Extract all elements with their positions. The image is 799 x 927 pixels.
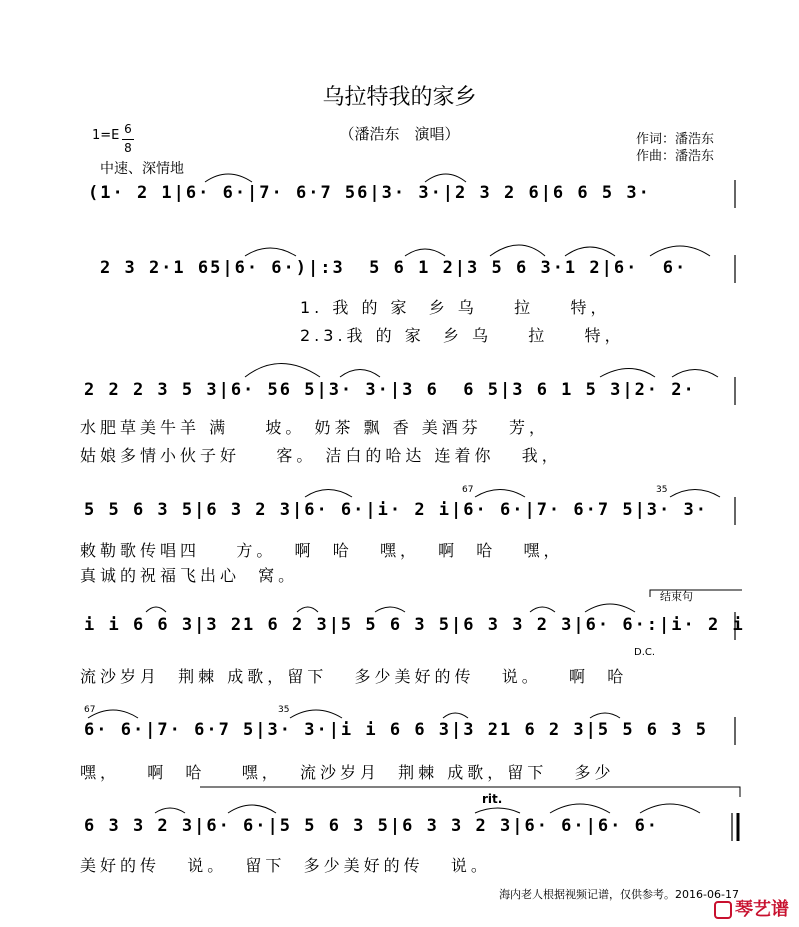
slur-11: [672, 370, 718, 378]
notation-row-7: 6 3 3 2 3|6· 6·|5 5 6 3 5|6 3 3 2 3|6· 6·|6· 6·: [84, 816, 660, 836]
notation-row-2: 2 3 2·1 65|6· 6·)|:3 5 6 1 2|3 5 6 3·1 2|6· 6·: [100, 258, 688, 278]
logo-icon: [714, 901, 732, 919]
slur-6: [565, 247, 615, 256]
grace-note-3: 67: [84, 705, 96, 715]
slur-22: [443, 713, 468, 718]
lyric-row-5: 流沙岁月 荆棘 成歌，留下 多少美好的传 说。 啊 哈: [80, 667, 628, 686]
slur-19: [585, 604, 635, 612]
slur-20: [88, 710, 138, 718]
time-signature-top: 6: [124, 122, 132, 136]
slur-4: [405, 249, 445, 256]
logo-text: 琴艺谱: [735, 899, 789, 920]
lyric-row-6: 嘿， 啊 哈 嘿， 流沙岁月 荆棘 成歌，留下 多少: [80, 763, 615, 782]
time-signature-bottom: 8: [124, 141, 132, 155]
ending-label: 结束句: [660, 590, 693, 603]
composer-credit: 作曲：潘浩东: [636, 149, 715, 164]
notation-row-6: 6· 6·|7· 6·7 5|3· 3·|i i 6 6 3|3 21 6 2 3|5 5 6 3 5: [84, 720, 708, 740]
lyric-row-4-verse-2: 真诚的祝福飞出心 窝。: [80, 566, 299, 585]
notation-row-1: (1· 2 1|6· 6·|7· 6·7 56|3· 3·|2 3 2 6|6 6 5 3·: [88, 183, 651, 203]
footer-note: 海内老人根据视频记谱，仅供参考。2016-06-17: [499, 888, 739, 901]
lyric-row-2-verse-2: 2.3.我 的 家 乡 乌 拉 特，: [300, 326, 625, 345]
slur-5: [490, 245, 545, 256]
slur-13: [475, 490, 525, 498]
slur-1: [205, 174, 252, 182]
slur-23: [590, 713, 620, 718]
slur-3: [245, 248, 296, 256]
lyric-row-7: 美好的传 说。 留下 多少美好的传 说。: [80, 856, 491, 875]
notation-row-4: 5 5 6 3 5|6 3 2 3|6· 6·|i· 2 i|6· 6·|7· 6·7 5|3· 3·: [84, 500, 708, 520]
slur-7: [650, 246, 710, 256]
slur-18: [530, 607, 555, 612]
site-logo[interactable]: [714, 895, 789, 921]
slur-12: [305, 490, 352, 498]
dc-marking: D.C.: [634, 647, 656, 658]
slur-9: [340, 370, 380, 378]
notation-row-5: i i 6 6 3|3 21 6 2 3|5 5 6 3 5|6 3 3 2 3|6· 6·:|i· 2 i: [84, 615, 745, 635]
slur-28: [640, 804, 700, 813]
slur-27: [550, 804, 610, 813]
lyric-row-3-verse-1: 水肥草美牛羊 满 坡。 奶茶 飘 香 美酒芬 芳，: [80, 418, 550, 437]
grace-note-4: 35: [278, 705, 290, 715]
grace-note-1: 67: [462, 485, 474, 495]
tempo-marking: 中速、深情地: [100, 161, 184, 177]
lyric-row-2-verse-1: 1. 我 的 家 乡 乌 拉 特，: [300, 298, 611, 317]
slur-15: [146, 607, 166, 612]
lyricist-credit: 作词：潘浩东: [636, 132, 715, 147]
slur-2: [425, 174, 466, 182]
slur-8: [245, 364, 320, 378]
lyric-row-3-verse-2: 姑娘多情小伙子好 客。 洁白的哈达 连着你 我，: [80, 446, 562, 465]
slur-25: [228, 805, 276, 813]
slur-26: [475, 808, 520, 813]
slur-10: [600, 369, 655, 378]
song-subtitle: （潘浩东 演唱）: [339, 125, 460, 143]
final-bracket: [660, 787, 740, 797]
ending-bracket: [650, 590, 742, 597]
slur-21: [290, 710, 342, 718]
notation-row-3: 2 2 2 3 5 3|6· 56 5|3· 3·|3 6 6 5|3 6 1 5 3|2· 2·: [84, 380, 696, 400]
song-title: 乌拉特我的家乡: [322, 85, 477, 110]
slur-16: [297, 607, 318, 612]
key-signature: 1=E: [92, 128, 120, 143]
slur-24: [155, 808, 185, 813]
slur-17: [375, 607, 405, 612]
lyric-row-4-verse-1: 敕勒歌传唱四 方。 啊 哈 嘿， 啊 哈 嘿，: [80, 541, 564, 560]
rit-marking: rit.: [482, 792, 503, 806]
slur-14: [670, 490, 720, 498]
grace-note-2: 35: [656, 485, 668, 495]
